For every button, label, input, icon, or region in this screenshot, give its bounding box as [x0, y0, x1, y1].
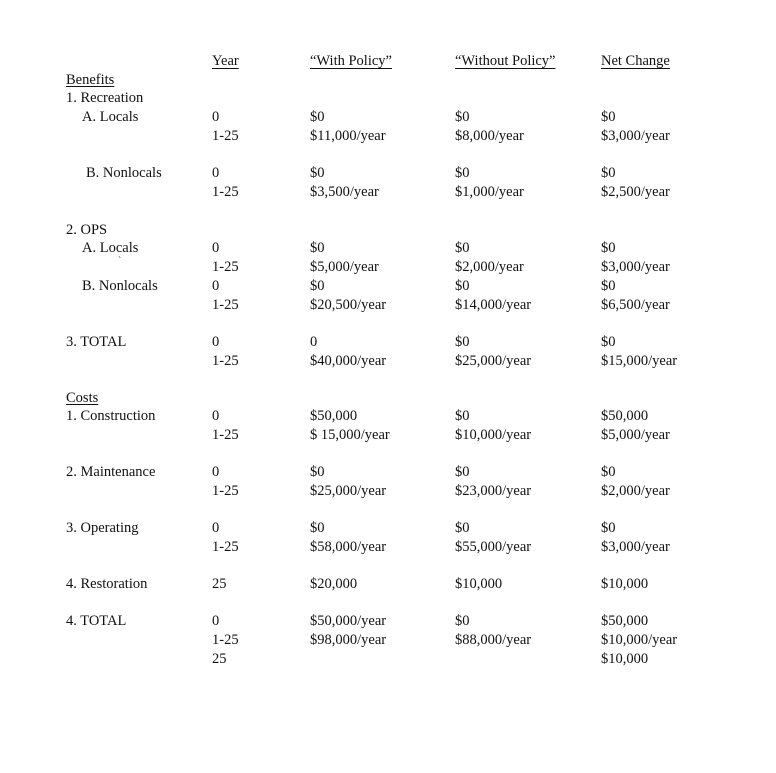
ops-nonlocals-without-0: $0 [455, 278, 470, 294]
ops-locals-year-1: 1-25 [212, 259, 239, 275]
construction-year-0: 0 [212, 408, 220, 424]
costs-total-net-0: $50,000 [601, 613, 649, 629]
recreation-locals-without-0: $0 [455, 109, 470, 125]
recreation-nonlocals-with-0: $0 [310, 165, 325, 181]
recreation-nonlocals-without-0: $0 [455, 165, 470, 181]
recreation-nonlocals-label: B. Nonlocals [86, 165, 162, 181]
recreation-locals-net-1: $3,000/year [601, 128, 670, 144]
ops-locals-net-0: $0 [601, 240, 616, 256]
construction-year-1: 1-25 [212, 427, 239, 443]
benefits-total-year-0: 0 [212, 334, 220, 350]
benefits-total-without-0: $0 [455, 334, 470, 350]
construction-label: 1. Construction [66, 408, 156, 424]
ops-nonlocals-year-1: 1-25 [212, 297, 239, 313]
recreation-nonlocals-without-1: $1,000/year [455, 184, 524, 200]
ops-nonlocals-net-0: $0 [601, 278, 616, 294]
benefits-total-year-1: 1-25 [212, 353, 239, 369]
ops-nonlocals-label: B. Nonlocals [82, 278, 158, 294]
recreation-nonlocals-year-0: 0 [212, 165, 220, 181]
ops-locals-with-1: $5,000/year [310, 259, 379, 275]
restoration-label: 4. Restoration [66, 576, 148, 592]
benefits-total-net-0: $0 [601, 334, 616, 350]
operating-with-0: $0 [310, 520, 325, 536]
construction-with-0: $50,000 [310, 408, 358, 424]
benefits-heading: Benefits [66, 72, 115, 88]
costs-heading: Costs [66, 390, 99, 406]
ops-locals-without-0: $0 [455, 240, 470, 256]
maintenance-without-0: $0 [455, 464, 470, 480]
recreation-nonlocals-with-1: $3,500/year [310, 184, 379, 200]
ops-nonlocals-without-1: $14,000/year [455, 297, 532, 313]
recreation-locals-year-1: 1-25 [212, 128, 239, 144]
ops-nonlocals-net-1: $6,500/year [601, 297, 670, 313]
stray-tick-mark: ` [118, 256, 122, 267]
costs-total-without-0: $0 [455, 613, 470, 629]
costs-total-label: 4. TOTAL [66, 613, 127, 629]
recreation-nonlocals-year-1: 1-25 [212, 184, 239, 200]
maintenance-with-0: $0 [310, 464, 325, 480]
restoration-net-0: $10,000 [601, 576, 649, 592]
benefits-total-without-1: $25,000/year [455, 353, 532, 369]
benefits-total-net-1: $15,000/year [601, 353, 678, 369]
header-with-policy: “With Policy” [310, 53, 392, 69]
costs-total-year-2: 25 [212, 651, 227, 667]
costs-total-year-0: 0 [212, 613, 220, 629]
costs-total-with-1: $98,000/year [310, 632, 387, 648]
operating-label: 3. Operating [66, 520, 139, 536]
recreation-locals-with-0: $0 [310, 109, 325, 125]
recreation-locals-net-0: $0 [601, 109, 616, 125]
ops-locals-net-1: $3,000/year [601, 259, 670, 275]
operating-year-1: 1-25 [212, 539, 239, 555]
ops-nonlocals-with-0: $0 [310, 278, 325, 294]
restoration-year-0: 25 [212, 576, 227, 592]
ops-label: 2. OPS [66, 222, 108, 238]
recreation-locals-with-1: $11,000/year [310, 128, 386, 144]
maintenance-without-1: $23,000/year [455, 483, 532, 499]
maintenance-net-1: $2,000/year [601, 483, 670, 499]
operating-without-1: $55,000/year [455, 539, 532, 555]
ops-nonlocals-with-1: $20,500/year [310, 297, 387, 313]
benefits-total-with-1: $40,000/year [310, 353, 387, 369]
operating-net-0: $0 [601, 520, 616, 536]
maintenance-net-0: $0 [601, 464, 616, 480]
construction-net-1: $5,000/year [601, 427, 670, 443]
maintenance-label: 2. Maintenance [66, 464, 156, 480]
restoration-without-0: $10,000 [455, 576, 503, 592]
ops-locals-without-1: $2,000/year [455, 259, 524, 275]
costs-total-with-0: $50,000/year [310, 613, 387, 629]
costs-total-without-1: $88,000/year [455, 632, 532, 648]
operating-with-1: $58,000/year [310, 539, 387, 555]
restoration-with-0: $20,000 [310, 576, 358, 592]
recreation-locals-label: A. Locals [82, 109, 139, 125]
construction-without-1: $10,000/year [455, 427, 532, 443]
header-without-policy: “Without Policy” [455, 53, 556, 69]
ops-locals-with-0: $0 [310, 240, 325, 256]
costs-total-net-1: $10,000/year [601, 632, 678, 648]
recreation-locals-without-1: $8,000/year [455, 128, 524, 144]
ops-locals-label: A. Locals [82, 240, 139, 256]
header-net-change: Net Change [601, 53, 670, 69]
header-year: Year [212, 53, 239, 69]
operating-net-1: $3,000/year [601, 539, 670, 555]
construction-without-0: $0 [455, 408, 470, 424]
maintenance-year-0: 0 [212, 464, 220, 480]
costs-total-year-1: 1-25 [212, 632, 239, 648]
maintenance-with-1: $25,000/year [310, 483, 387, 499]
recreation-locals-year-0: 0 [212, 109, 220, 125]
recreation-nonlocals-net-1: $2,500/year [601, 184, 670, 200]
operating-without-0: $0 [455, 520, 470, 536]
operating-year-0: 0 [212, 520, 220, 536]
benefits-total-with-0: 0 [310, 334, 318, 350]
recreation-label: 1. Recreation [66, 90, 144, 106]
maintenance-year-1: 1-25 [212, 483, 239, 499]
benefits-total-label: 3. TOTAL [66, 334, 127, 350]
ops-locals-year-0: 0 [212, 240, 220, 256]
construction-net-0: $50,000 [601, 408, 649, 424]
costs-total-net-2: $10,000 [601, 651, 649, 667]
ops-nonlocals-year-0: 0 [212, 278, 220, 294]
recreation-nonlocals-net-0: $0 [601, 165, 616, 181]
construction-with-1: $ 15,000/year [310, 427, 390, 443]
